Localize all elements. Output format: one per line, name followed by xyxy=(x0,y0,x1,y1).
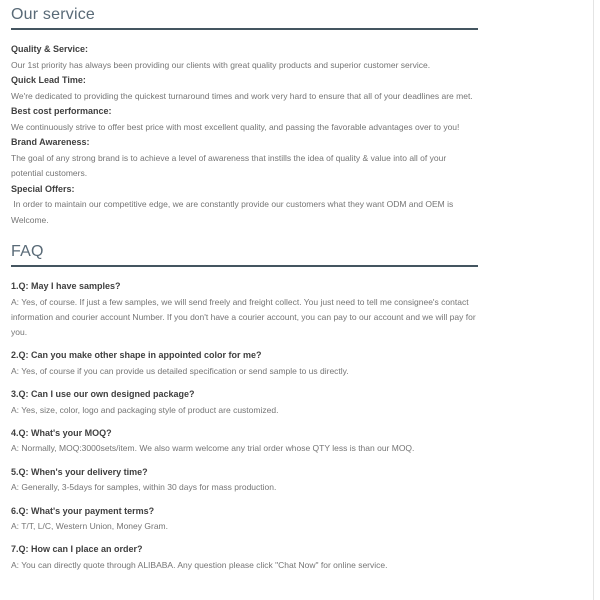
faq-question: 2.Q: Can you make other shape in appointed color for me? xyxy=(11,350,262,361)
faq-answer: A: Generally, 3-5days for samples, within 30 days for mass production. xyxy=(11,482,277,493)
our-service-title: Our service xyxy=(11,5,478,30)
service-item xyxy=(11,135,478,182)
faq-question: 7.Q: How can I place an order? xyxy=(11,544,143,555)
our-service-section xyxy=(11,42,478,228)
service-item xyxy=(11,73,478,104)
service-item-text: Our 1st priority has always been providing our clients with great quality products and superior customer service. xyxy=(11,59,431,70)
faq-item xyxy=(11,387,478,418)
service-item xyxy=(11,104,478,135)
faq-answer: A: T/T, L/C, Western Union, Money Gram. xyxy=(11,521,168,532)
faq-answer: A: Yes, size, color, logo and packaging style of product are customized. xyxy=(11,404,279,415)
faq-section xyxy=(11,279,478,573)
faq-title-wrap xyxy=(11,242,478,267)
service-item-label: Special Offers: xyxy=(11,183,75,194)
faq-question: 4.Q: What's your MOQ? xyxy=(11,427,112,438)
faq-question: 5.Q: When's your delivery time? xyxy=(11,466,148,477)
service-item-label: Best cost performance: xyxy=(11,106,112,116)
faq-item xyxy=(11,279,478,340)
content-right-border xyxy=(593,0,594,600)
faq-item xyxy=(11,542,478,573)
faq-title: FAQ xyxy=(11,242,478,267)
faq-answer: A: Normally, MOQ:3000sets/item. We also warm welcome any trial order whose QTY less is than our MOQ. xyxy=(11,443,415,454)
service-item-text: We continuously strive to offer best price with most excellent quality, and passing the favorable advantages over to you! xyxy=(11,121,460,132)
faq-item xyxy=(11,465,478,496)
service-item xyxy=(11,42,478,73)
service-item-text: We're dedicated to providing the quickest turnaround times and work very hard to ensure that all of your deadlines are met. xyxy=(11,90,473,101)
service-item xyxy=(11,182,478,229)
service-item-label: Quality & Service: xyxy=(11,44,89,54)
faq-item xyxy=(11,426,478,457)
faq-question: 6.Q: What's your payment terms? xyxy=(11,505,155,516)
faq-item xyxy=(11,504,478,535)
service-item-label: Quick Lead Time: xyxy=(11,75,86,85)
faq-question: 1.Q: May I have samples? xyxy=(11,281,121,291)
faq-answer: A: You can directly quote through ALIBABA. Any question please click "Chat Now" for online service. xyxy=(11,559,388,570)
faq-item xyxy=(11,348,478,379)
service-item-text: The goal of any strong brand is to achieve a level of awareness that instills the idea of quality & value into all of your potential customers. xyxy=(11,152,449,178)
service-item-label: Brand Awareness: xyxy=(11,137,90,147)
faq-answer: A: Yes, of course if you can provide us detailed specification or send sample to us directly. xyxy=(11,365,349,376)
faq-answer: A: Yes, of course. If just a few samples, we will send freely and freight collect. You just need to tell me consignee's contact information and courier account Number. If you don't have a courier account, you can pay to our account and we will pay for you. xyxy=(11,296,479,338)
service-item-text: In order to maintain our competitive edge, we are constantly provide our customers what they want ODM and OEM is Welcome. xyxy=(11,199,456,225)
content-column xyxy=(11,0,478,573)
faq-question: 3.Q: Can I use our own designed package? xyxy=(11,389,195,400)
